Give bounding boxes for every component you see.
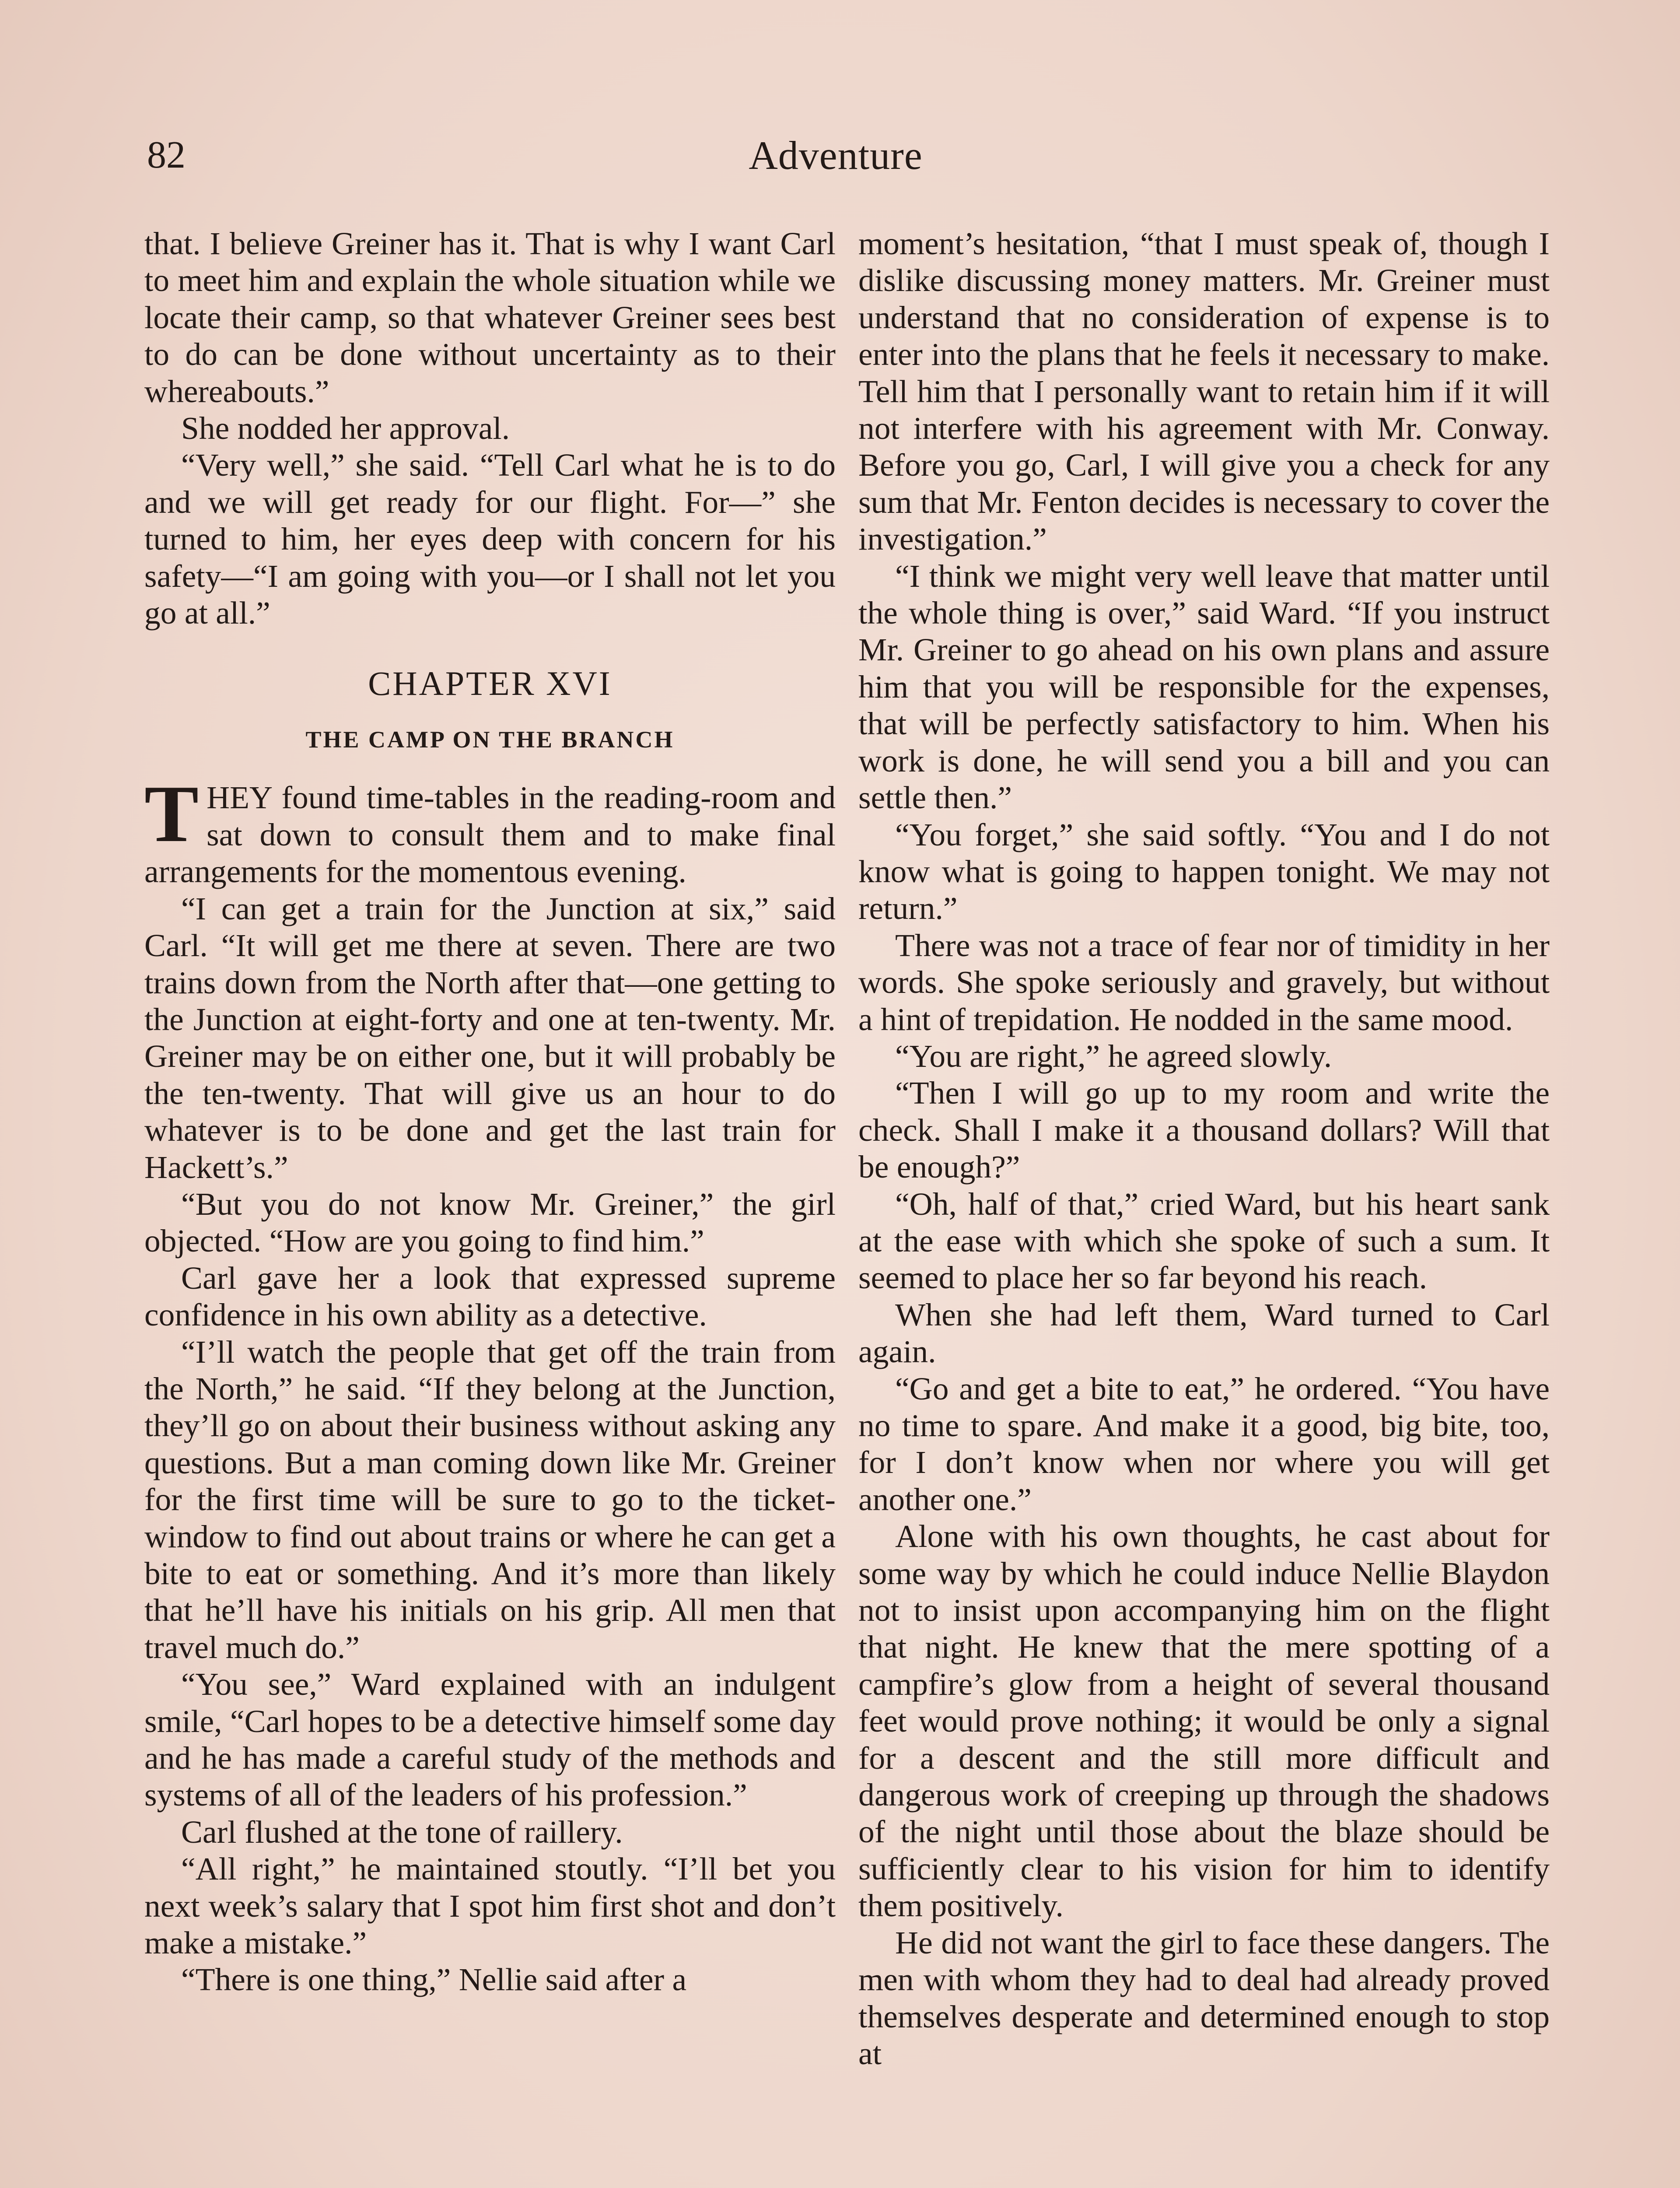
paragraph: He did not want the girl to face these dangers. The men with whom they had to deal had already proved themselves desperate and determined enough to stop at: [858, 1925, 1550, 2071]
paragraph: “You see,” Ward explained with an indulgent smile, “Carl hopes to be a detective himself some day and he has made a careful study of the methods and systems of all of the leaders of his profession.”: [144, 1666, 836, 1813]
paragraph: moment’s hesitation, “that I must speak of, though I dislike discussing money matters. Mr. Greiner must understand that no consideration of expense is to enter into the plans that he feels it necessary to make. Tell him that I personally want to retain him if it will not interfere with his agreement with Mr. Conway. Before you go, Carl, I will give you a check for any sum that Mr. Fenton decides is necessary to cover the investigation.”: [858, 226, 1550, 557]
left-column: [144, 225, 836, 1999]
paragraph: “Then I will go up to my room and write the check. Shall I make it a thousand dollars? Will that be enough?”: [858, 1075, 1550, 1185]
paragraph: “But you do not know Mr. Greiner,” the girl objected. “How are you going to find him.”: [144, 1186, 836, 1259]
paragraph: “I’ll watch the people that get off the train from the North,” he said. “If they belong at the Junction, they’ll go on about their business without asking any questions. But a man coming down like Mr. Greiner for the first time will be sure to go to the ticket-window to find out about trains or where he can get a bite to eat or something. And it’s more than likely that he’ll have his initials on his grip. All men that travel much do.”: [144, 1334, 836, 1665]
paragraph: She nodded her approval.: [181, 410, 510, 446]
paragraph: “You are right,” he agreed slowly.: [895, 1038, 1332, 1074]
paragraph: When she had left them, Ward turned to Carl again.: [858, 1297, 1550, 1370]
paragraph: Carl flushed at the tone of raillery.: [181, 1814, 623, 1850]
running-title: Adventure: [749, 133, 923, 178]
paragraph: “I think we might very well leave that matter until the whole thing is over,” said Ward. “If you instruct Mr. Greiner to go ahead on his own plans and assure him that you will be responsible for the expenses, that will be perfectly satisfactory to him. When his work is done, he will send you a bill and you can settle then.”: [858, 558, 1550, 816]
paragraph: “Oh, half of that,” cried Ward, but his heart sank at the ease with which she spoke of such a sum. It seemed to place her so far beyond his reach.: [858, 1186, 1550, 1296]
paragraph: that. I believe Greiner has it. That is why I want Carl to meet him and explain the whole situation while we locate their camp, so that whatever Greiner sees best to do can be done without uncertainty as to their whereabouts.”: [144, 226, 836, 409]
paragraph-text: HEY found time-tables in the reading-room and sat down to consult them and to make final arrangements for the momentous evening.: [144, 780, 836, 890]
paragraph: Carl gave her a look that expressed supreme confidence in his own ability as a detective.: [144, 1260, 836, 1333]
right-column: [858, 225, 1550, 2072]
page-header: [131, 127, 1540, 184]
paragraph: “Very well,” she said. “Tell Carl what he is to do and we will get ready for our flight. For—” she turned to him, her eyes deep with concern for his safety—“I am going with you—or I shall not let you go at all.”: [144, 447, 836, 631]
chapter-subtitle: THE CAMP ON THE BRANCH: [305, 726, 675, 753]
paragraph: “Go and get a bite to eat,” he ordered. “You have no time to spare. And make it a good, big bite, too, for I don’t know when nor where you will get another one.”: [858, 1371, 1550, 1517]
page-number: 82: [147, 134, 186, 176]
chapter-opening-paragraph: [144, 769, 836, 890]
paragraph: “I can get a train for the Junction at six,” said Carl. “It will get me there at seven. There are two trains down from the North after that—one getting to the Junction at eight-forty and one at ten-twenty. Mr. Greiner may be on either one, but it will probably be the ten-twenty. That will give us an hour to do whatever is to be done and get the last train for Hackett’s.”: [144, 891, 836, 1185]
paragraph: Alone with his own thoughts, he cast about for some way by which he could induce Nellie Blaydon not to insist upon accompanying him on the flight that night. He knew that the mere spotting of a campfire’s glow from a height of several thousand feet would prove nothing; it would be only a signal for a descent and the still more difficult and dangerous work of creeping up through the shadows of the night until those about the blaze should be sufficiently clear to his vision for him to identify them positively.: [858, 1518, 1550, 1924]
paragraph: “There is one thing,” Nellie said after a: [181, 1962, 687, 1998]
paragraph: There was not a trace of fear nor of timidity in her words. She spoke seriously and gravely, but without a hint of trepidation. He nodded in the same mood.: [858, 927, 1550, 1037]
paragraph: “You forget,” she said softly. “You and I do not know what is going to happen tonight. We may not return.”: [858, 817, 1550, 926]
drop-cap: T: [144, 769, 199, 859]
paragraph: “All right,” he maintained stoutly. “I’ll bet you next week’s salary that I spot him first shot and don’t make a mistake.”: [144, 1851, 836, 1961]
chapter-title: CHAPTER XVI: [368, 664, 612, 703]
